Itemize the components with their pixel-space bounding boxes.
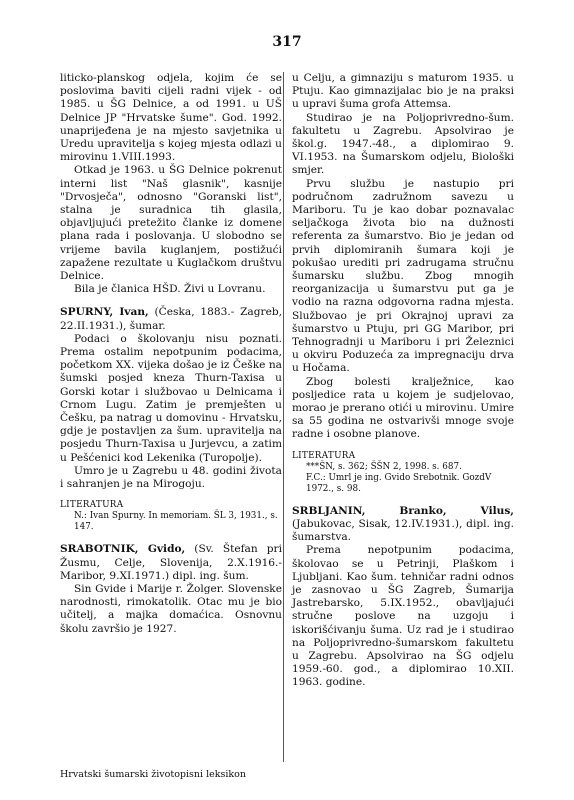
left-column xyxy=(60,72,282,636)
literature-item: ***ŠN, s. 362; ŠŠN 2, 1998. s. 687. xyxy=(306,461,462,472)
literature-block xyxy=(292,451,514,495)
entry-name: SRABOTNIK, Gvido, xyxy=(60,543,186,556)
page-number: 317 xyxy=(272,34,302,50)
entry-paragraph: Prema nepotpunim podacima, školovao se u Petrinji, Plaškom i Ljubljani. Kao šum. tehničar radni odnos je zasnovao u ŠG Zagreb, Šumarija Jastrebarsko, 5.IX.1952., obavljajući stručne poslove na uzgoju i iskorišćivanju šuma. Uz rad je i studirao na Poljoprivredno-šumarskom fakultetu u Zagrebu. Apsolvirao na ŠG odjelu 1959.-60. god., a diplomirao 10.XII. 1963. godine. xyxy=(292,544,514,689)
entry-name: SPURNY, Ivan, xyxy=(60,306,149,319)
entry-spurny xyxy=(60,306,282,533)
continued-paragraph: Prvu službu je nastupio pri područnom zadružnom savezu u Mariboru. Tu je kao dobar poznavalac seljačkoga života bio na dužnosti referenta za šumarstvo. Bio je jedan od prvih diplomiranih šumara koji je pokušao urediti pri zadrugama stručnu šumarsku službu. Zbog mnogih reorganizacija u šumarstvu put ga je vodio na razna odgovorna radna mjesta. Službovao je pri Okrajnoj upravi za šumarstvo u Ptuju, pri GG Maribor, pri Tehnogradnji u Mariboru i pri Železnici u okviru Poduzeća za impregnaciju drva u Hočama. xyxy=(292,177,514,375)
continued-paragraph: liticko-planskog odjela, kojim će se poslovima baviti cijeli radni vijek - od 1985. u ŠG Delnice, a od 1991. u UŠ Delnice JP "Hrvatske šume". God. 1992. unaprijeđena je na mjesto savjetnika u Uredu upravitelja s kojeg mjesta odlazi u mirovinu 1.VIII.1993. xyxy=(60,72,282,164)
page-footer: Hrvatski šumarski životopisni leksikon xyxy=(60,769,247,780)
entry-meta: (Jabukovac, Sisak, 12.IV.1931.), dipl. ing. šumarstva. xyxy=(292,517,514,544)
entry-heading xyxy=(60,543,282,583)
right-column xyxy=(292,72,514,690)
entry-heading xyxy=(60,306,282,332)
entry-paragraph: Sin Gvide i Marije r. Žolger. Slovenske narodnosti, rimokatolik. Otac mu je bio učitelj, a majka domaćica. Osnovnu školu završio je 1927. xyxy=(60,582,282,635)
literature-heading: LITERATURA xyxy=(292,450,356,461)
literature-item: F.C.: Umrl je ing. Gvido Srebotnik. GozdV 1972., s. 98. xyxy=(306,472,492,494)
entry-paragraph: Umro je u Zagrebu u 48. godini života i sahranjen je na Mirogoju. xyxy=(60,464,282,491)
continued-paragraph: u Celju, a gimnaziju s maturom 1935. u Ptuju. Kao gimnazijalac bio je na praksi u upravi šuma grofa Attemsa. xyxy=(292,72,514,111)
literature-heading: LITERATURA xyxy=(60,500,124,511)
entry-heading xyxy=(292,505,514,545)
entry-srabotnik xyxy=(60,543,282,635)
entry-meta: (Sv. Štefan pri Žusmu, Celje, Slovenija, 2.X.1916.- Maribor, 9.XI.1971.) dipl. ing. šum. xyxy=(60,543,282,582)
entry-srbljanin xyxy=(292,505,514,690)
literature-block xyxy=(60,500,282,533)
continued-paragraph: Bila je članica HŠD. Živi u Lovranu. xyxy=(74,283,266,296)
literature-item: N.: Ivan Spurny. In memoriam. ŠL 3, 1931., s. 147. xyxy=(74,511,278,533)
continued-paragraph: Otkad je 1963. u ŠG Delnice pokrenut interni list "Naš glasnik", kasnije "Drvosječa", odnosno "Goranski list", stalna je suradnica tih glasila, objavljujući pretežito članke iz domene plana rada i poslovanja. U slobodno se vrijeme bavila kuglanjem, postižući zapažene rezultate u Kuglačkom društvu Delnice. xyxy=(60,164,282,283)
entry-name: SRBLJANIN, Branko, Vilus, xyxy=(292,504,514,517)
column-divider xyxy=(283,72,284,762)
entry-meta: (Česka, 1883.- Zagreb, 22.II.1931.), šumar. xyxy=(60,306,283,332)
continued-paragraph: Studirao je na Poljoprivredno-šum. fakultetu u Zagrebu. Apsolvirao je škol.g. 1947.-48., a diplomirao 9. VI.1953. na Šumarskom odjelu, Biološki smjer. xyxy=(292,111,514,177)
entry-paragraph: Podaci o školovanju nisu poznati. Prema ostalim nepotpunim podacima, početkom XX. vijeka došao je iz Češke na šumski posjed kneza Thurn-Taxisa u Gorski kotar i službovao u Delnicama i Crnom Lugu. Zatim je premješten u Češku, pa natrag u domovinu - Hrvatsku, gdje je postavljen za šum. upravitelja na posjedu Thurn-Taxisa u Jurjevcu, a zatim u Pešćenici kod Lekenika (Turopolje). xyxy=(60,332,282,464)
continued-paragraph: Zbog bolesti kralježnice, kao posljedice rata u kojem je sudjelovao, morao je prerano otići u mirovinu. Umire sa 55 godina ne ostvarivši mnoge svoje radne i osobne planove. xyxy=(292,375,514,441)
